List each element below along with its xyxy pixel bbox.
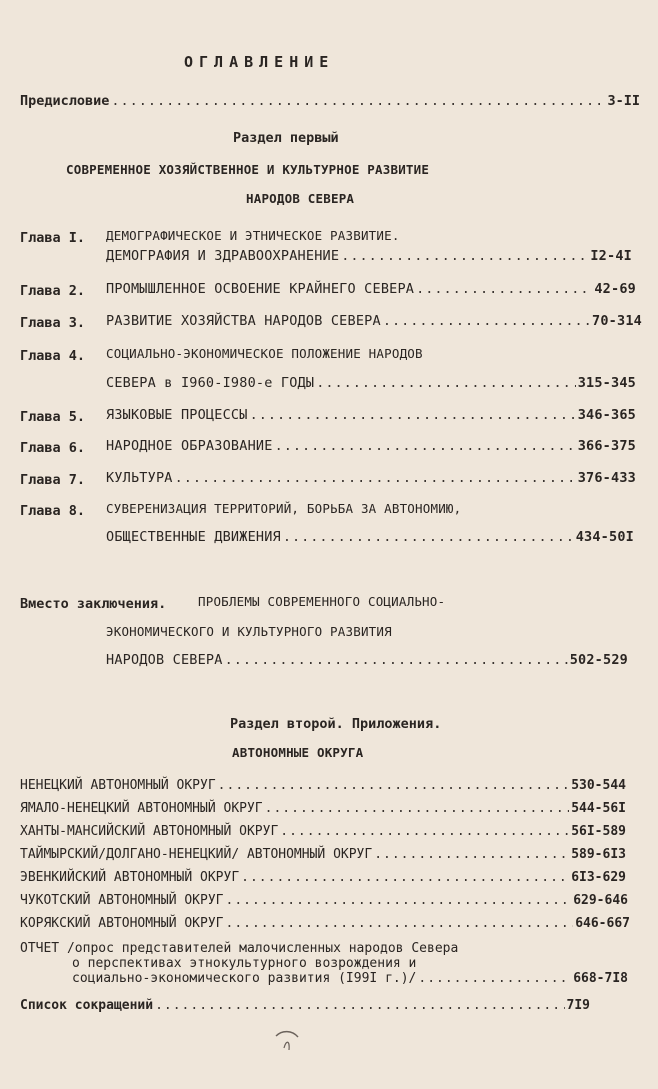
- toc-entry-chapter-2: [106, 281, 636, 297]
- toc-entry-okrug: [20, 824, 626, 840]
- toc-label: СЕВЕРА в I960-I980-е ГОДЫ: [106, 375, 315, 391]
- toc-pages: 315-345: [577, 375, 636, 391]
- toc-pages: 70-314: [592, 313, 642, 329]
- toc-pages: 530-544: [571, 778, 626, 793]
- toc-entry-chapter-6: [106, 438, 636, 454]
- toc-pages: 346-365: [577, 407, 636, 423]
- toc-pages: 7I9: [566, 998, 590, 1013]
- toc-pages: 6I3-629: [571, 870, 626, 885]
- toc-entry-okrug: [20, 778, 626, 794]
- toc-label: ЯМАЛО-НЕНЕЦКИЙ АВТОНОМНЫЙ ОКРУГ: [20, 801, 263, 816]
- toc-entry-chapter-5: [106, 407, 636, 423]
- dot-leader: [341, 248, 588, 264]
- toc-label: НЕНЕЦКИЙ АВТОНОМНЫЙ ОКРУГ: [20, 778, 216, 793]
- chapter-number: Глава 2.: [20, 283, 86, 299]
- toc-label: ПРОМЫШЛЕННОЕ ОСВОЕНИЕ КРАЙНЕГО СЕВЕРА: [106, 281, 415, 297]
- dot-leader: [226, 893, 572, 909]
- toc-label: социально-экономического развития (I99I г.)/: [72, 971, 417, 986]
- toc-entry-chapter-1: [106, 248, 632, 264]
- dot-leader: [155, 998, 564, 1014]
- part1-subtitle-line2: НАРОДОВ СЕВЕРА: [246, 191, 355, 206]
- chapter-number: Глава 3.: [20, 315, 86, 331]
- dot-leader: [316, 375, 576, 391]
- toc-label: РАЗВИТИЕ ХОЗЯЙСТВА НАРОДОВ СЕВЕРА: [106, 313, 381, 329]
- toc-pages: 544-56I: [571, 801, 626, 816]
- toc-entry-chapter-4: [106, 375, 636, 391]
- toc-label: ТАЙМЫРСКИЙ/ДОЛГАНО-НЕНЕЦКИЙ/ АВТОНОМНЫЙ ОКРУГ: [20, 847, 373, 862]
- chapter-title-line1: СОЦИАЛЬНО-ЭКОНОМИЧЕСКОЕ ПОЛОЖЕНИЕ НАРОДОВ: [106, 346, 423, 361]
- part1-subtitle-line1: СОВРЕМЕННОЕ ХОЗЯЙСТВЕННОЕ И КУЛЬТУРНОЕ РАЗВИТИЕ: [66, 162, 430, 177]
- chapter-title-line1: СУВЕРЕНИЗАЦИЯ ТЕРРИТОРИЙ, БОРЬБА ЗА АВТОНОМИЮ,: [106, 501, 462, 516]
- toc-pages: 502-529: [569, 652, 628, 668]
- chapter-title-line1: ДЕМОГРАФИЧЕСКОЕ И ЭТНИЧЕСКОЕ РАЗВИТИЕ.: [106, 228, 400, 243]
- toc-label: КОРЯКСКИЙ АВТОНОМНЫЙ ОКРУГ: [20, 916, 224, 931]
- toc-entry-conclusion: [106, 652, 628, 668]
- dot-leader: [283, 529, 574, 545]
- part1-heading: Раздел первый: [233, 130, 339, 146]
- dot-leader: [374, 847, 569, 863]
- toc-pages: 366-375: [577, 438, 636, 454]
- report-line1: ОТЧЕТ /опрос представителей малочисленных народов Севера: [20, 941, 459, 956]
- part2-subtitle: АВТОНОМНЫЕ ОКРУГА: [232, 745, 364, 760]
- toc-label: ОБЩЕСТВЕННЫЕ ДВИЖЕНИЯ: [106, 529, 281, 545]
- chapter-number: Глава 5.: [20, 409, 86, 425]
- dot-leader: [226, 916, 574, 932]
- toc-entry-chapter-7: [106, 470, 636, 486]
- dot-leader: [383, 313, 590, 329]
- conclusion-prefix: Вместо заключения.: [20, 596, 167, 612]
- chapter-number: Глава I.: [20, 230, 86, 246]
- dot-leader: [225, 652, 568, 668]
- stamp-mark-icon: [272, 1028, 302, 1054]
- toc-entry-report: [72, 971, 628, 987]
- toc-label: Предисловие: [20, 93, 110, 109]
- toc-label: КУЛЬТУРА: [106, 470, 173, 486]
- toc-entry-okrug: [20, 916, 630, 932]
- dot-leader: [241, 870, 569, 886]
- toc-label: НАРОДОВ СЕВЕРА: [106, 652, 223, 668]
- toc-pages: 668-7I8: [573, 971, 628, 986]
- dot-leader: [265, 801, 570, 817]
- toc-label: ДЕМОГРАФИЯ И ЗДРАВООХРАНЕНИЕ: [106, 248, 340, 264]
- toc-label: НАРОДНОЕ ОБРАЗОВАНИЕ: [106, 438, 273, 454]
- toc-entry-okrug: [20, 870, 626, 886]
- toc-pages: 376-433: [577, 470, 636, 486]
- toc-pages: 56I-589: [571, 824, 626, 839]
- chapter-number: Глава 8.: [20, 503, 86, 519]
- toc-pages: 42-69: [594, 281, 636, 297]
- dot-leader: [175, 470, 576, 486]
- dot-leader: [416, 281, 592, 297]
- toc-entry-okrug: [20, 801, 626, 817]
- toc-entry-okrug: [20, 847, 626, 863]
- toc-entry-chapter-3: [106, 313, 642, 329]
- toc-pages: 589-6I3: [571, 847, 626, 862]
- part2-heading: Раздел второй. Приложения.: [230, 716, 442, 732]
- chapter-number: Глава 6.: [20, 440, 86, 456]
- report-line2: о перспективах этнокультурного возрождения и: [72, 956, 417, 971]
- toc-label: Список сокращений: [20, 998, 154, 1013]
- conclusion-line1: ПРОБЛЕМЫ СОВРЕМЕННОГО СОЦИАЛЬНО-: [198, 594, 446, 609]
- toc-pages: I2-4I: [590, 248, 632, 264]
- toc-entry-abbreviations: [20, 998, 590, 1014]
- toc-label: ЭВЕНКИЙСКИЙ АВТОНОМНЫЙ ОКРУГ: [20, 870, 240, 885]
- chapter-number: Глава 7.: [20, 472, 86, 488]
- toc-label: ЯЗЫКОВЫЕ ПРОЦЕССЫ: [106, 407, 248, 423]
- dot-leader: [218, 778, 570, 794]
- dot-leader: [418, 971, 571, 987]
- toc-entry-preface: [20, 93, 640, 109]
- dot-leader: [275, 438, 576, 454]
- dot-leader: [280, 824, 569, 840]
- toc-pages: 646-667: [575, 916, 630, 931]
- toc-entry-okrug: [20, 893, 628, 909]
- toc-entry-chapter-8: [106, 529, 634, 545]
- conclusion-line2: ЭКОНОМИЧЕСКОГО И КУЛЬТУРНОГО РАЗВИТИЯ: [106, 624, 392, 639]
- toc-label: ЧУКОТСКИЙ АВТОНОМНЫЙ ОКРУГ: [20, 893, 224, 908]
- page-title: ОГЛАВЛЕНИЕ: [184, 53, 335, 71]
- toc-pages: 3-II: [607, 93, 640, 109]
- dot-leader: [111, 93, 605, 109]
- dot-leader: [250, 407, 576, 423]
- chapter-number: Глава 4.: [20, 348, 86, 364]
- toc-pages: 434-50I: [575, 529, 634, 545]
- toc-pages: 629-646: [573, 893, 628, 908]
- toc-label: ХАНТЫ-МАНСИЙСКИЙ АВТОНОМНЫЙ ОКРУГ: [20, 824, 279, 839]
